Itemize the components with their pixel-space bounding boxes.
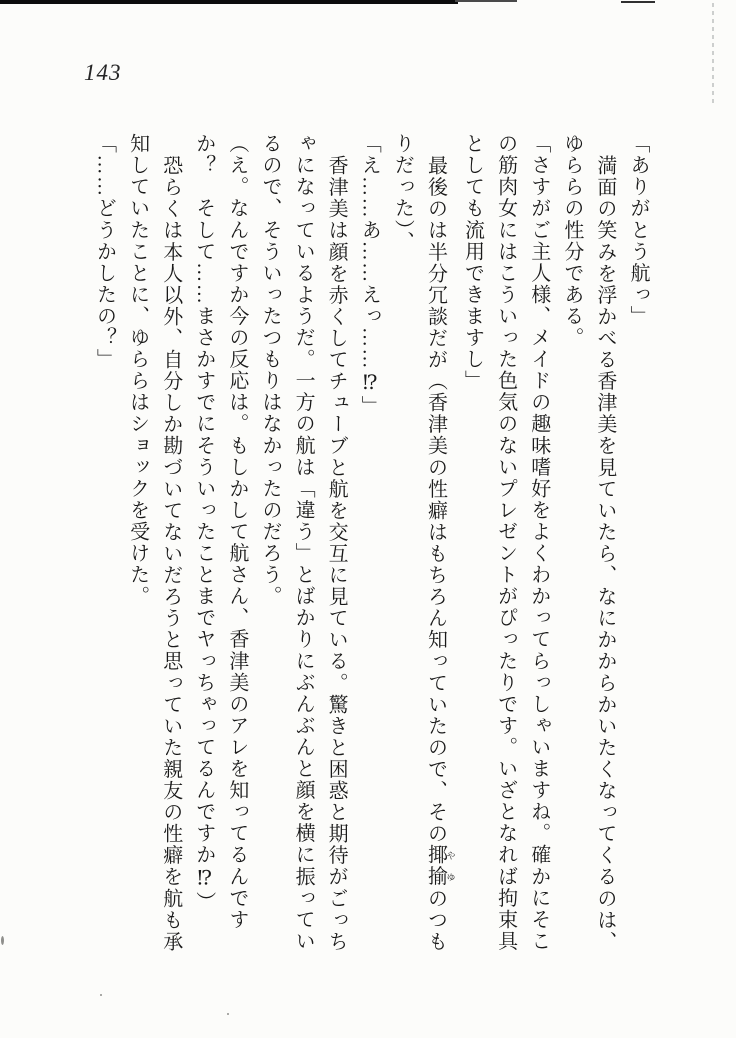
text-columns	[90, 133, 654, 969]
text-column: としても流用できますし」	[461, 133, 484, 392]
text-column: か？ そして……まさかすでにそういったことまでヤっちゃってるんですか⁉）	[192, 133, 215, 913]
page-number: 143	[84, 60, 122, 85]
text-column: 恐らくは本人以外、自分しか勘づいてないだろうと思っていた親友の性癖を航も承	[159, 154, 182, 952]
text-column: りだった）、	[391, 133, 414, 253]
scan-speck	[227, 1013, 229, 1015]
scan-speck	[1, 936, 4, 945]
scan-edge-artifact	[0, 0, 458, 4]
text-column: の筋肉女にはこういった色気のないプレゼントがぴったりです。いざとなれば拘束具	[494, 133, 517, 952]
text-column: 「ありがとう航っ」	[627, 133, 649, 327]
text-column: 香津美は顔を赤くしてチューブと航を交互に見ている。驚きと困惑と期待がごっち	[325, 154, 348, 952]
scan-edge-artifact	[621, 1, 655, 3]
scan-speck	[100, 994, 102, 996]
text-column: （え。なんですか今の反応は。もしかして航さん、香津美のアレを知ってるんです	[225, 133, 248, 931]
text-column: 満面の笑みを浮かべる香津美を見ていたら、なにかからかいたくなってくるのは、	[593, 154, 616, 952]
text-column: 知していたことに、ゆららはショックを受けた。	[126, 133, 149, 608]
text-column: ゃになっているようだ。一方の航は「違う」とばかりにぶんぶんと顔を横に振ってい	[292, 133, 315, 952]
text-column: 「さすがご主人様、メイドの趣味嗜好をよくわかってらっしゃいますね。確かにそこ	[527, 133, 550, 952]
scan-dashed-line-artifact	[712, 3, 714, 105]
text-column: るので、そういったつもりはなかったのだろう。	[258, 133, 281, 608]
furigana: 揶 や揄 ゆ	[424, 844, 456, 888]
text-column: ゆららの性分である。	[560, 133, 583, 349]
text-column: 「……どうかしたの？」	[93, 133, 116, 371]
text-column: 「え……あ……えっ……⁉」	[358, 133, 381, 418]
scan-edge-artifact	[455, 0, 517, 2]
text-column: 最後のは半分冗談だが（香津美の性癖はもちろん知っていたので、その揶 や揄 ゆのつも	[424, 154, 456, 952]
